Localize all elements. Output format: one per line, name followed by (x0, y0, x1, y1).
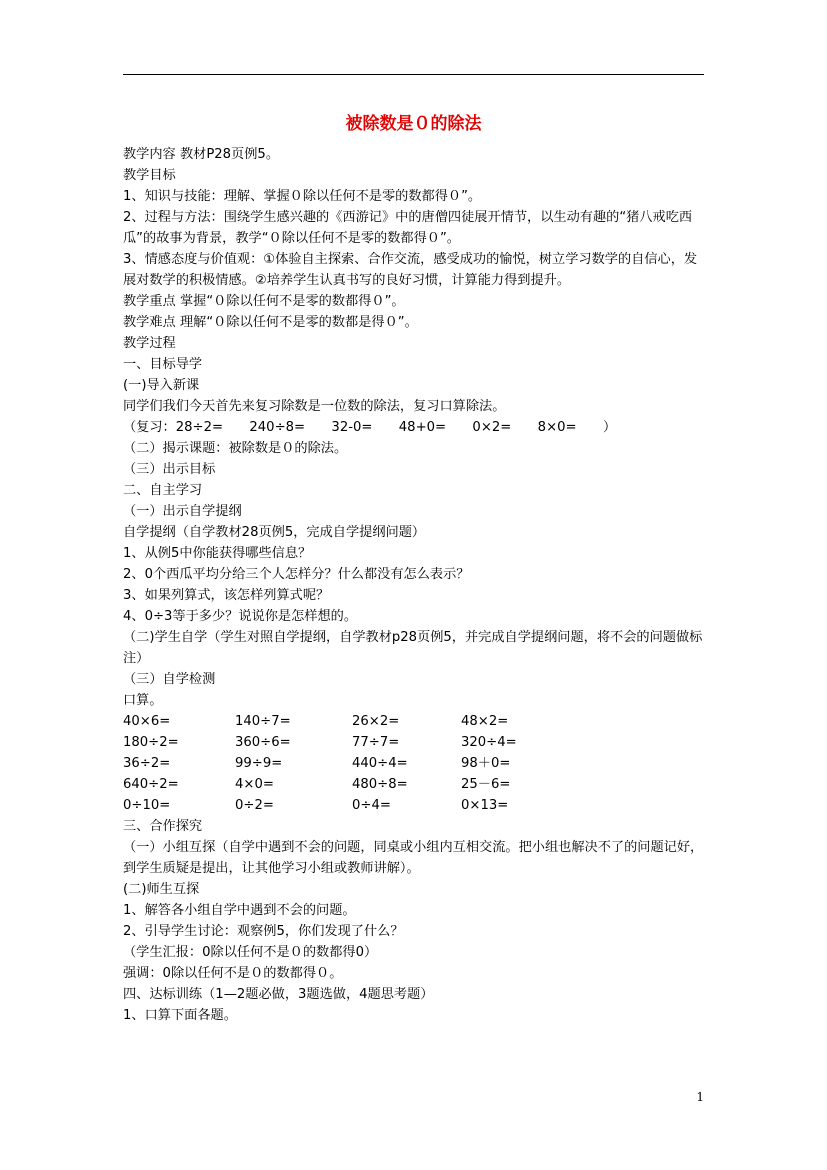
paragraph: 同学们我们今天首先来复习除数是一位数的除法，复习口算除法。 (123, 399, 506, 414)
question-item: 2、0个西瓜平均分给三个人怎样分？什么都没有怎么表示？ (123, 567, 470, 582)
calc-item: 99÷9= (235, 756, 283, 771)
paragraph: 口算。 (123, 693, 163, 708)
calc-item: 0÷2= (235, 798, 274, 813)
oral-calculation-grid (123, 711, 707, 816)
section-heading: 教学过程 (123, 336, 176, 351)
calc-item: 26×2= (352, 714, 400, 729)
subsection-heading: （三）出示目标 (123, 462, 216, 477)
teaching-content: 教学内容 教材P28页例5。 (123, 147, 280, 162)
calc-item: 0×13= (461, 798, 509, 813)
question-item: 4、0÷3等于多少？说说你是怎样想的。 (123, 609, 358, 624)
paragraph: 自学提纲（自学教材28页例5，完成自学提纲问题） (123, 525, 426, 540)
section-heading: 三、合作探究 (123, 819, 203, 834)
page-number: 1 (696, 1090, 704, 1104)
document-body (123, 144, 707, 1026)
calc-item: 180÷2= (123, 735, 179, 750)
section-heading: 一、目标导学 (123, 357, 203, 372)
goal-knowledge: 1、知识与技能：理解、掌握０除以任何不是零的数都得０”。 (123, 189, 482, 204)
calc-item: 77÷7= (352, 735, 400, 750)
section-heading: 教学目标 (123, 168, 176, 183)
calc-item: 25－6= (461, 777, 511, 792)
subsection-heading: （二）揭示课题：被除数是０的除法。 (123, 441, 348, 456)
paragraph: （二)学生自学（学生对照自学提纲，自学教材p28页例5，并完成自学提纲问题，将不会的问题做标注） (123, 630, 703, 666)
calc-row (123, 732, 707, 753)
paragraph: 强调：0除以任何不是０的数都得０。 (123, 966, 343, 981)
calc-item: 0÷4= (352, 798, 391, 813)
list-item: 1、口算下面各题。 (123, 1008, 237, 1023)
subsection-heading: (二)师生互探 (123, 882, 200, 897)
section-heading: 四、达标训练（1—2题必做，3题选做，4题思考题） (123, 987, 434, 1002)
section-heading: 二、自主学习 (123, 483, 203, 498)
calc-item: 320÷4= (461, 735, 517, 750)
calc-item: 0÷10= (123, 798, 171, 813)
question-item: 3、如果列算式，该怎样列算式呢？ (123, 588, 330, 603)
calc-item: 36÷2= (123, 756, 171, 771)
calc-item: 440÷4= (352, 756, 408, 771)
calc-item: 48×2= (461, 714, 509, 729)
goal-process: 2、过程与方法：围绕学生感兴趣的《西游记》中的唐僧四徒展开情节，以生动有趣的“猪八戒吃西瓜”的故事为背景，教学“０除以任何不是零的数都得０”。 (123, 210, 693, 246)
calc-item: 98＋0= (461, 756, 511, 771)
review-exercises: （复习：28÷2= 240÷8= 32-0= 48+0= 0×2= 8×0= ） (123, 420, 617, 435)
list-item: 1、解答各小组自学中遇到不会的问题。 (123, 903, 356, 918)
document-title: 被除数是０的除法 (345, 114, 482, 134)
calc-row (123, 795, 707, 816)
question-item: 1、从例5中你能获得哪些信息？ (123, 546, 312, 561)
teaching-difficulty: 教学难点 理解“０除以任何不是零的数都是得０”。 (123, 315, 418, 330)
calc-row (123, 711, 707, 732)
calc-item: 4×0= (235, 777, 274, 792)
teaching-key-point: 教学重点 掌握“０除以任何不是零的数都得０”。 (123, 294, 405, 309)
calc-item: 40×6= (123, 714, 171, 729)
calc-item: 360÷6= (235, 735, 291, 750)
calc-item: 140÷7= (235, 714, 291, 729)
paragraph: （学生汇报：0除以任何不是０的数都得0） (123, 945, 378, 960)
calc-item: 640÷2= (123, 777, 179, 792)
paragraph: （一）小组互探（自学中遇到不会的问题，同桌或小组内互相交流。把小组也解决不了的问题记好，到学生质疑是提出，让其他学习小组或教师讲解）。 (123, 840, 704, 876)
calc-row (123, 753, 707, 774)
list-item: 2、引导学生讨论：观察例5，你们发现了什么？ (123, 924, 404, 939)
header-rule (123, 74, 704, 75)
subsection-heading: （三）自学检测 (123, 672, 216, 687)
calc-row (123, 774, 707, 795)
subsection-heading: (一)导入新课 (123, 378, 200, 393)
goal-emotion: 3、情感态度与价值观：①体验自主探索、合作交流，感受成功的愉悦，树立学习数学的自信心，发展对数学的积极情感。②培养学生认真书写的良好习惯，计算能力得到提升。 (123, 252, 698, 288)
subsection-heading: （一）出示自学提纲 (123, 504, 242, 519)
calc-item: 480÷8= (352, 777, 408, 792)
